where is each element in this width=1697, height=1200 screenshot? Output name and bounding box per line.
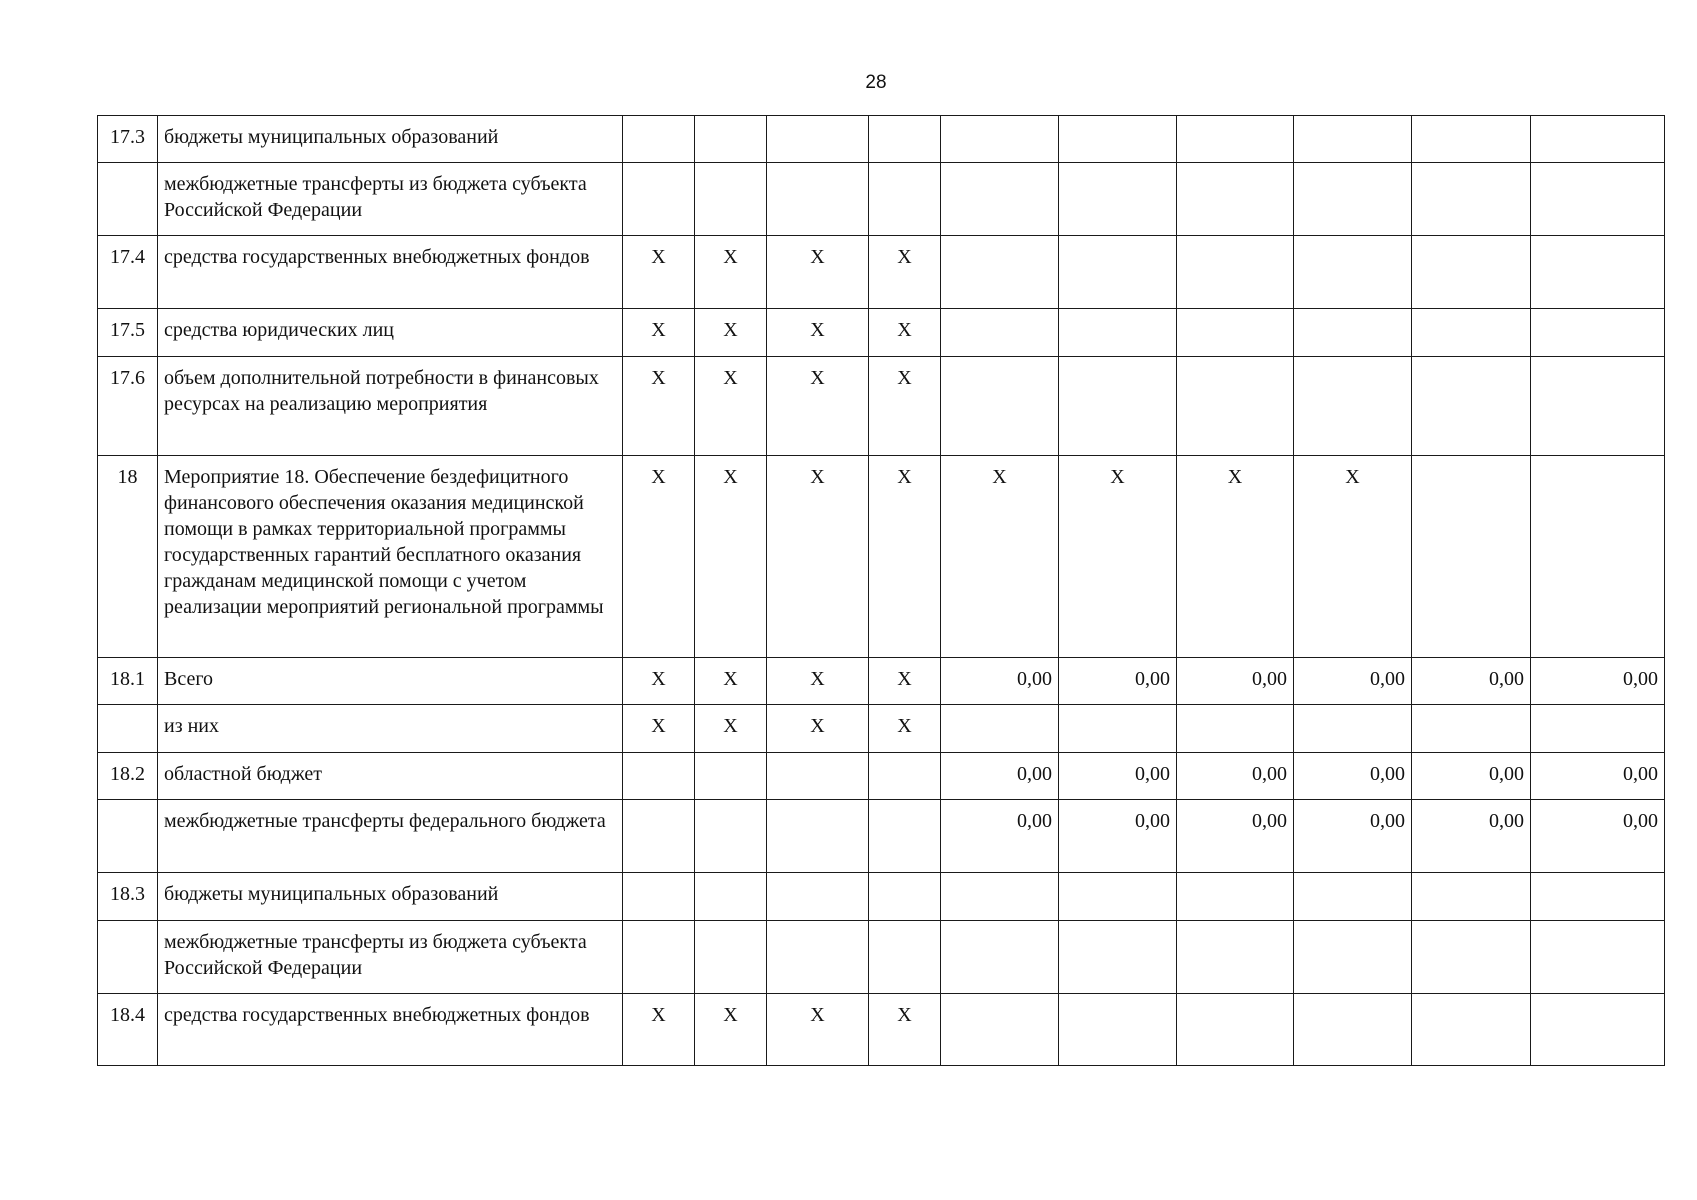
table-cell bbox=[869, 163, 941, 236]
row-number: 18 bbox=[98, 456, 158, 658]
table-cell: 0,00 bbox=[1531, 658, 1665, 705]
table-cell: X bbox=[767, 236, 869, 309]
table-cell bbox=[1412, 456, 1531, 658]
table-cell bbox=[1177, 705, 1294, 753]
table-cell: X bbox=[767, 309, 869, 357]
row-name: бюджеты муниципальных образований bbox=[158, 873, 623, 921]
table-cell: X bbox=[869, 309, 941, 357]
table-cell: 0,00 bbox=[1059, 800, 1177, 873]
row-number: 17.6 bbox=[98, 357, 158, 456]
table-cell: X bbox=[623, 357, 695, 456]
table-cell bbox=[1059, 994, 1177, 1066]
table-row bbox=[98, 921, 1665, 994]
table-cell bbox=[623, 163, 695, 236]
table-cell: 0,00 bbox=[941, 753, 1059, 800]
table-cell bbox=[1294, 921, 1412, 994]
table-cell bbox=[1294, 236, 1412, 309]
table-cell bbox=[767, 800, 869, 873]
table-row bbox=[98, 116, 1665, 163]
table-cell bbox=[1059, 705, 1177, 753]
table-cell: X bbox=[623, 994, 695, 1066]
table-cell: 0,00 bbox=[941, 800, 1059, 873]
table-row bbox=[98, 658, 1665, 705]
table-cell bbox=[1531, 705, 1665, 753]
table-cell bbox=[941, 705, 1059, 753]
table-cell: X bbox=[1294, 456, 1412, 658]
table-cell bbox=[695, 116, 767, 163]
table-cell: 0,00 bbox=[1059, 658, 1177, 705]
row-number: 17.5 bbox=[98, 309, 158, 357]
table-cell bbox=[1294, 163, 1412, 236]
table-cell bbox=[623, 116, 695, 163]
table-cell: 0,00 bbox=[1177, 800, 1294, 873]
table-cell bbox=[623, 753, 695, 800]
table-cell: X bbox=[695, 994, 767, 1066]
table-row bbox=[98, 236, 1665, 309]
table-cell: 0,00 bbox=[1177, 753, 1294, 800]
table-cell: X bbox=[767, 658, 869, 705]
table-cell bbox=[869, 800, 941, 873]
row-name: средства государственных внебюджетных фондов bbox=[158, 994, 623, 1066]
table-row bbox=[98, 753, 1665, 800]
table-cell: X bbox=[869, 236, 941, 309]
table-cell: 0,00 bbox=[1177, 658, 1294, 705]
row-name: средства юридических лиц bbox=[158, 309, 623, 357]
table-cell: X bbox=[623, 456, 695, 658]
table-cell bbox=[1531, 236, 1665, 309]
table-cell: 0,00 bbox=[1294, 658, 1412, 705]
table-cell bbox=[1177, 873, 1294, 921]
row-name: областной бюджет bbox=[158, 753, 623, 800]
table-cell: 0,00 bbox=[1059, 753, 1177, 800]
table-cell: X bbox=[869, 705, 941, 753]
table-row bbox=[98, 705, 1665, 753]
table-cell bbox=[695, 163, 767, 236]
row-number bbox=[98, 705, 158, 753]
table-cell bbox=[869, 873, 941, 921]
table-row bbox=[98, 309, 1665, 357]
row-name: средства государственных внебюджетных фондов bbox=[158, 236, 623, 309]
table-cell bbox=[1294, 705, 1412, 753]
table-cell bbox=[623, 800, 695, 873]
table-cell: X bbox=[695, 456, 767, 658]
table-cell: X bbox=[869, 658, 941, 705]
page-number: 28 bbox=[865, 72, 887, 93]
row-number: 17.4 bbox=[98, 236, 158, 309]
table-cell bbox=[623, 921, 695, 994]
table-cell bbox=[1294, 994, 1412, 1066]
table-cell bbox=[1177, 236, 1294, 309]
row-number: 18.2 bbox=[98, 753, 158, 800]
table-cell: 0,00 bbox=[1412, 753, 1531, 800]
table-cell bbox=[695, 921, 767, 994]
table-cell: X bbox=[695, 357, 767, 456]
table-cell: X bbox=[767, 357, 869, 456]
budget-table bbox=[97, 115, 1665, 1066]
table-body bbox=[98, 116, 1665, 1066]
row-name: бюджеты муниципальных образований bbox=[158, 116, 623, 163]
table-cell bbox=[1531, 921, 1665, 994]
table-row bbox=[98, 163, 1665, 236]
table-row bbox=[98, 994, 1665, 1066]
table-cell bbox=[869, 921, 941, 994]
row-name: из них bbox=[158, 705, 623, 753]
table-cell bbox=[767, 873, 869, 921]
table-cell bbox=[1531, 309, 1665, 357]
table-cell bbox=[1412, 236, 1531, 309]
table-cell bbox=[1412, 309, 1531, 357]
table-cell bbox=[1177, 994, 1294, 1066]
table-cell bbox=[1177, 921, 1294, 994]
table-cell bbox=[695, 753, 767, 800]
row-number bbox=[98, 163, 158, 236]
table-cell: X bbox=[767, 994, 869, 1066]
row-number: 18.3 bbox=[98, 873, 158, 921]
table-cell bbox=[767, 753, 869, 800]
table-cell: X bbox=[869, 357, 941, 456]
table-cell bbox=[1177, 116, 1294, 163]
table-cell bbox=[941, 309, 1059, 357]
table-cell bbox=[1059, 163, 1177, 236]
table-cell: X bbox=[767, 705, 869, 753]
row-number: 18.1 bbox=[98, 658, 158, 705]
table-cell bbox=[941, 116, 1059, 163]
table-cell: X bbox=[869, 994, 941, 1066]
table-row bbox=[98, 800, 1665, 873]
table-cell bbox=[1412, 994, 1531, 1066]
table-cell bbox=[1412, 163, 1531, 236]
table-cell bbox=[1177, 309, 1294, 357]
row-name: Мероприятие 18. Обеспечение бездефицитного финансового обеспечения оказания медицинской помощи в рамках территориальной программы государственных гарантий бесплатного оказания гражданам медицинской помощи с учетом реализации мероприятий региональной программы bbox=[158, 456, 623, 658]
table-cell bbox=[1059, 116, 1177, 163]
table-cell bbox=[1294, 873, 1412, 921]
table-cell: X bbox=[623, 658, 695, 705]
table-row bbox=[98, 456, 1665, 658]
table-cell: X bbox=[695, 705, 767, 753]
row-name: межбюджетные трансферты из бюджета субъекта Российской Федерации bbox=[158, 163, 623, 236]
table-cell bbox=[1531, 357, 1665, 456]
table-cell: 0,00 bbox=[1294, 800, 1412, 873]
table-cell bbox=[1412, 921, 1531, 994]
table-cell bbox=[1531, 116, 1665, 163]
table-cell: X bbox=[1177, 456, 1294, 658]
table-cell bbox=[1059, 236, 1177, 309]
table-cell bbox=[941, 236, 1059, 309]
row-name: объем дополнительной потребности в финансовых ресурсах на реализацию мероприятия bbox=[158, 357, 623, 456]
table-cell bbox=[695, 873, 767, 921]
table-cell bbox=[1531, 163, 1665, 236]
table-cell: X bbox=[767, 456, 869, 658]
row-number: 18.4 bbox=[98, 994, 158, 1066]
table-cell bbox=[695, 800, 767, 873]
table-cell bbox=[623, 873, 695, 921]
table-cell bbox=[1294, 116, 1412, 163]
table-cell: 0,00 bbox=[1412, 658, 1531, 705]
table-cell bbox=[1059, 357, 1177, 456]
table-cell: X bbox=[623, 309, 695, 357]
table-cell bbox=[1059, 921, 1177, 994]
table-cell: 0,00 bbox=[1531, 800, 1665, 873]
table-cell: X bbox=[623, 705, 695, 753]
table-cell: X bbox=[869, 456, 941, 658]
table-cell bbox=[1177, 163, 1294, 236]
table-cell: X bbox=[695, 236, 767, 309]
table-cell bbox=[1412, 873, 1531, 921]
table-cell: X bbox=[623, 236, 695, 309]
table-cell: X bbox=[695, 309, 767, 357]
table-row bbox=[98, 873, 1665, 921]
table-cell bbox=[767, 116, 869, 163]
row-name: Всего bbox=[158, 658, 623, 705]
table-cell bbox=[1059, 873, 1177, 921]
table-cell: 0,00 bbox=[1531, 753, 1665, 800]
table-cell bbox=[1531, 873, 1665, 921]
table-cell: 0,00 bbox=[941, 658, 1059, 705]
table-cell bbox=[1412, 116, 1531, 163]
table-cell: 0,00 bbox=[1412, 800, 1531, 873]
table-cell bbox=[941, 921, 1059, 994]
row-number bbox=[98, 800, 158, 873]
table-cell bbox=[1294, 309, 1412, 357]
table-cell bbox=[869, 116, 941, 163]
row-number bbox=[98, 921, 158, 994]
table-cell: X bbox=[1059, 456, 1177, 658]
table-cell: X bbox=[941, 456, 1059, 658]
table-cell bbox=[941, 873, 1059, 921]
table-cell bbox=[941, 163, 1059, 236]
table-cell bbox=[767, 163, 869, 236]
row-name: межбюджетные трансферты федерального бюджета bbox=[158, 800, 623, 873]
table-cell bbox=[869, 753, 941, 800]
table-cell bbox=[1294, 357, 1412, 456]
table-row bbox=[98, 357, 1665, 456]
table-cell bbox=[1177, 357, 1294, 456]
row-name: межбюджетные трансферты из бюджета субъекта Российской Федерации bbox=[158, 921, 623, 994]
table-cell bbox=[941, 994, 1059, 1066]
table-cell: X bbox=[695, 658, 767, 705]
table-cell bbox=[1059, 309, 1177, 357]
table-cell bbox=[1412, 705, 1531, 753]
table-cell bbox=[941, 357, 1059, 456]
table-cell: 0,00 bbox=[1294, 753, 1412, 800]
table-cell bbox=[1531, 456, 1665, 658]
table-cell bbox=[1412, 357, 1531, 456]
row-number: 17.3 bbox=[98, 116, 158, 163]
table-cell bbox=[767, 921, 869, 994]
table-cell bbox=[1531, 994, 1665, 1066]
